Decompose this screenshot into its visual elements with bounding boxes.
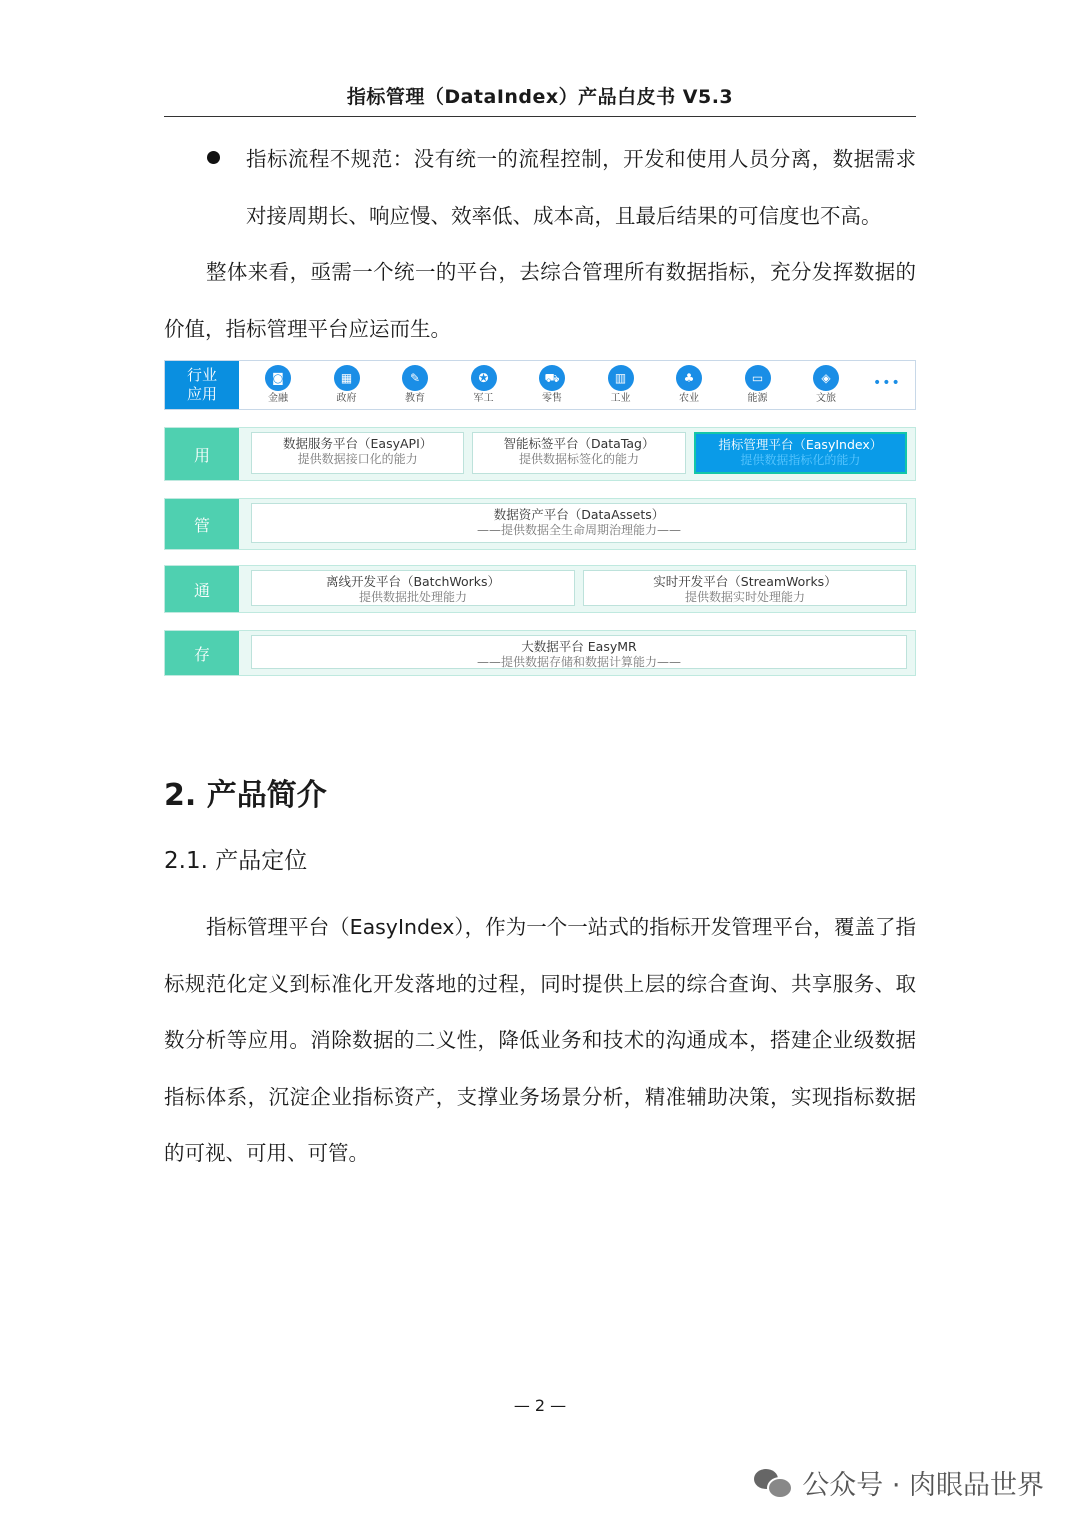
platform-subtitle: 提供数据实时处理能力 xyxy=(684,590,805,604)
section-2-heading: 2. 产品简介 xyxy=(164,778,327,813)
industry-item xyxy=(664,365,714,405)
platform-box xyxy=(251,503,907,543)
watermark-text: 公众号 · 肉眼品世界 xyxy=(802,1470,1044,1501)
architecture-diagram xyxy=(164,360,916,678)
layer-row xyxy=(164,427,916,481)
platform-title: 指标管理平台（EasyIndex） xyxy=(718,437,883,452)
platform-title: 数据服务平台（EasyAPI） xyxy=(283,436,433,451)
layer-label: 通 xyxy=(165,566,239,612)
page-number: — 2 — xyxy=(513,1396,567,1415)
platform-subtitle: 提供数据批处理能力 xyxy=(358,590,467,604)
layer-label: 管 xyxy=(165,499,239,549)
platform-subtitle: 提供数据指标化的能力 xyxy=(740,453,861,467)
industry-item xyxy=(801,365,851,405)
header-divider xyxy=(164,116,916,117)
wechat-icon xyxy=(754,1467,794,1499)
intro-paragraph: 整体来看，亟需一个统一的平台，去综合管理所有数据指标，充分发挥数据的价值，指标管理平台应运而生。 xyxy=(164,260,916,341)
industry-item-name: 教育 xyxy=(405,393,425,404)
platform-box xyxy=(251,432,464,474)
cart-icon: ⛟ xyxy=(539,365,565,391)
platform-title: 数据资产平台（DataAssets） xyxy=(493,507,665,522)
platform-subtitle: ——提供数据全生命周期治理能力—— xyxy=(476,523,681,537)
factory-icon: ▥ xyxy=(608,365,634,391)
layer-row xyxy=(164,630,916,676)
industry-item xyxy=(527,365,577,405)
more-dots: ••• xyxy=(873,375,901,391)
industry-item-name: 零售 xyxy=(542,393,562,404)
layer-label: 存 xyxy=(165,631,239,675)
platform-title: 离线开发平台（BatchWorks） xyxy=(325,574,501,589)
industry-label-text: 行业 应用 xyxy=(186,366,217,403)
positioning-paragraph: 指标管理平台（EasyIndex），作为一个一站式的指标开发管理平台，覆盖了指标规范化定义到标准化开发落地的过程，同时提供上层的综合查询、共享服务、取数分析等应用。消除数据的二义性，降低业务和技术的沟通成本，搭建企业级数据指标体系，沉淀企业指标资产，支撑业务场景分析，精准辅助决策，实现指标数据的可视、可用、可管。 xyxy=(164,915,916,1165)
industry-item xyxy=(322,365,372,405)
watermark xyxy=(754,1463,1044,1502)
platform-title: 大数据平台 EasyMR xyxy=(521,639,637,654)
platform-box xyxy=(472,432,685,474)
industry-item xyxy=(390,365,440,405)
industry-item-name: 文旅 xyxy=(816,393,836,404)
layer-row xyxy=(164,565,916,613)
platform-box xyxy=(583,570,907,606)
industry-label xyxy=(165,361,239,409)
government-icon: ▦ xyxy=(334,365,360,391)
industry-row xyxy=(164,360,916,410)
bank-icon: ◙ xyxy=(265,365,291,391)
bullet-dot-icon xyxy=(207,151,220,164)
section-2-1-heading: 2.1. 产品定位 xyxy=(164,848,308,874)
industry-item-name: 能源 xyxy=(747,393,768,404)
layer-row xyxy=(164,498,916,550)
education-icon: ✎ xyxy=(402,365,428,391)
platform-subtitle: 提供数据标签化的能力 xyxy=(518,452,639,466)
industry-item xyxy=(459,365,509,405)
battery-icon: ▭ xyxy=(745,365,771,391)
industry-item xyxy=(596,365,646,405)
industry-item-name: 工业 xyxy=(610,393,631,404)
platform-box xyxy=(251,570,575,606)
military-icon: ✪ xyxy=(471,365,497,391)
plant-icon: ♣ xyxy=(676,365,702,391)
platform-box xyxy=(251,635,907,669)
layer-label: 用 xyxy=(165,428,239,480)
platform-box-active xyxy=(694,432,907,474)
platform-subtitle: 提供数据接口化的能力 xyxy=(297,452,418,466)
map-icon: ◈ xyxy=(813,365,839,391)
industry-item-name: 农业 xyxy=(679,393,699,404)
industry-item-name: 金融 xyxy=(268,393,288,404)
bullet-paragraph: 指标流程不规范：没有统一的流程控制，开发和使用人员分离，数据需求对接周期长、响应慢、效率低、成本高，且最后结果的可信度也不高。 xyxy=(246,147,916,228)
industry-item xyxy=(733,365,783,405)
platform-title: 实时开发平台（StreamWorks） xyxy=(653,574,837,589)
platform-subtitle: ——提供数据存储和数据计算能力—— xyxy=(476,655,681,669)
platform-title: 智能标签平台（DataTag） xyxy=(503,436,655,451)
industry-item-name: 军工 xyxy=(473,393,494,404)
industry-item xyxy=(253,365,303,405)
industry-item-name: 政府 xyxy=(336,393,357,404)
page-header-title: 指标管理（DataIndex）产品白皮书 V5.3 xyxy=(346,86,734,108)
